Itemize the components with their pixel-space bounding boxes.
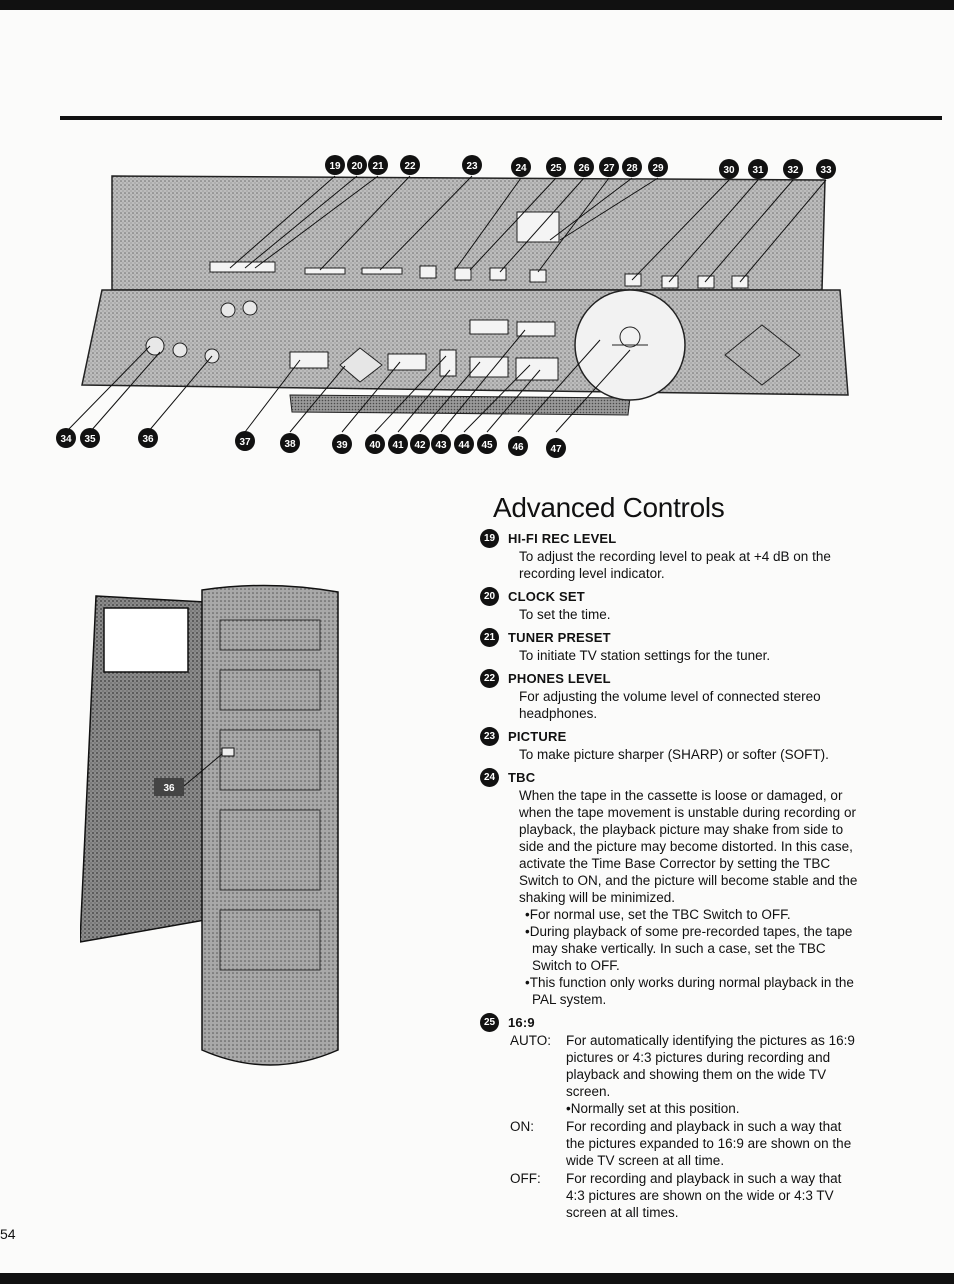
bullet-item: •This function only works during normal playback in the PAL system. (525, 975, 854, 1007)
mode-description: For recording and playback in such a way that 4:3 pictures are shown on the wide or 4:3 TV screen at all times. (566, 1171, 842, 1220)
control-item-clock-set (480, 586, 860, 623)
callout-42 (410, 434, 430, 454)
svg-text:41: 41 (392, 440, 404, 451)
item-description: To initiate TV station settings for the tuner. (519, 648, 771, 663)
callout-28 (622, 157, 642, 177)
mode-key: AUTO: (510, 1033, 552, 1048)
callout-35 (80, 428, 100, 448)
item-label: HI-FI REC LEVEL (508, 530, 617, 546)
svg-text:21: 21 (372, 161, 384, 172)
callout-21 (368, 155, 388, 175)
callout-25 (546, 157, 566, 177)
svg-text:39: 39 (336, 440, 348, 451)
callout-22 (400, 155, 420, 175)
item-label: TBC (508, 769, 536, 785)
item-description: To adjust the recording level to peak at +4 dB on the recording level indicator. (519, 549, 831, 581)
mode-on (510, 1118, 860, 1169)
svg-text:47: 47 (550, 444, 562, 455)
svg-text:20: 20 (351, 161, 363, 172)
page-number: 54 (0, 1226, 16, 1242)
svg-text:42: 42 (414, 440, 426, 451)
callout-26 (574, 157, 594, 177)
item-description: To set the time. (519, 607, 611, 622)
item-number-badge: 25 (480, 1013, 499, 1032)
svg-text:40: 40 (369, 440, 381, 451)
callout-36 (138, 428, 158, 448)
control-item-tuner-preset (480, 627, 860, 664)
svg-text:23: 23 (466, 161, 478, 172)
item-description: When the tape in the cassette is loose or damaged, or when the tape movement is unstable during recording or playback, the playback picture may shake from side to side and the picture may become distorted. In this case, activate the Time Base Corrector by setting the TBC Switch to ON, and the picture will become stable and the shaking will be minimized. (519, 788, 858, 905)
callout-41 (388, 434, 408, 454)
control-item-picture (480, 726, 860, 763)
callout-23 (462, 155, 482, 175)
callout-34 (56, 428, 76, 448)
svg-text:36: 36 (163, 783, 175, 794)
item-number-badge: 20 (480, 587, 499, 606)
control-item-16-9 (480, 1012, 860, 1221)
remote-callout-36 (154, 778, 184, 796)
svg-text:19: 19 (329, 161, 341, 172)
mode-key: OFF: (510, 1171, 541, 1186)
item-label: TUNER PRESET (508, 629, 611, 645)
item-number-badge: 23 (480, 727, 499, 746)
mode-off (510, 1170, 860, 1221)
vcr-front-panel-illustration (0, 0, 954, 480)
callout-27 (599, 157, 619, 177)
callout-45 (477, 434, 497, 454)
item-number-badge: 21 (480, 628, 499, 647)
svg-text:22: 22 (404, 161, 416, 172)
control-item-tbc (480, 767, 860, 1008)
svg-text:30: 30 (723, 165, 735, 176)
mode-note: •Normally set at this position. (566, 1101, 740, 1116)
item-label: PICTURE (508, 728, 567, 744)
svg-text:37: 37 (239, 437, 251, 448)
item-label: 16:9 (508, 1014, 535, 1030)
mode-auto (510, 1032, 860, 1117)
callout-44 (454, 434, 474, 454)
svg-text:27: 27 (603, 163, 615, 174)
page-heading: Advanced Controls (493, 492, 725, 523)
control-item-hifi-rec-level (480, 528, 860, 582)
callout-46 (508, 436, 528, 456)
callout-37 (235, 431, 255, 451)
svg-text:31: 31 (752, 165, 764, 176)
callout-40 (365, 434, 385, 454)
item-description: To make picture sharper (SHARP) or softer (SOFT). (519, 747, 829, 762)
callout-33 (816, 159, 836, 179)
svg-text:45: 45 (481, 440, 493, 451)
svg-text:26: 26 (578, 163, 590, 174)
callout-43 (431, 434, 451, 454)
controls-list (480, 528, 860, 1225)
svg-text:28: 28 (626, 163, 638, 174)
bottom-border (0, 1273, 954, 1284)
callout-20 (347, 155, 367, 175)
callout-38 (280, 433, 300, 453)
svg-text:25: 25 (550, 163, 562, 174)
callout-29 (648, 157, 668, 177)
remote-control-illustration (80, 580, 360, 1080)
control-item-phones-level (480, 668, 860, 722)
item-label: PHONES LEVEL (508, 670, 611, 686)
item-number-badge: 22 (480, 669, 499, 688)
svg-text:24: 24 (515, 163, 527, 174)
callout-19 (325, 155, 345, 175)
item-number-badge: 24 (480, 768, 499, 787)
item-label: CLOCK SET (508, 588, 585, 604)
callout-39 (332, 434, 352, 454)
bullet-item: •For normal use, set the TBC Switch to OFF. (525, 907, 791, 922)
mode-key: ON: (510, 1119, 535, 1134)
svg-text:35: 35 (84, 434, 96, 445)
callout-24 (511, 157, 531, 177)
bullet-item: •During playback of some pre-recorded tapes, the tape may shake vertically. In such a case, set the TBC Switch to OFF. (525, 924, 853, 973)
callout-47 (546, 438, 566, 458)
svg-text:36: 36 (142, 434, 154, 445)
item-description: For adjusting the volume level of connected stereo headphones. (519, 689, 821, 721)
svg-text:38: 38 (284, 439, 296, 450)
mode-list (510, 1032, 860, 1221)
svg-text:29: 29 (652, 163, 664, 174)
svg-text:34: 34 (60, 434, 72, 445)
callout-32 (783, 159, 803, 179)
svg-text:44: 44 (458, 440, 470, 451)
svg-text:33: 33 (820, 165, 832, 176)
svg-text:43: 43 (435, 440, 447, 451)
svg-text:32: 32 (787, 165, 799, 176)
callout-30 (719, 159, 739, 179)
callout-31 (748, 159, 768, 179)
item-number-badge: 19 (480, 529, 499, 548)
mode-description: For recording and playback in such a way that the pictures expanded to 16:9 are shown on the wide TV screen at all time. (566, 1119, 852, 1168)
mode-description: For automatically identifying the pictures as 16:9 pictures or 4:3 pictures during recording and playback and showing them on the wide TV screen. (566, 1033, 855, 1099)
svg-text:46: 46 (512, 442, 524, 453)
